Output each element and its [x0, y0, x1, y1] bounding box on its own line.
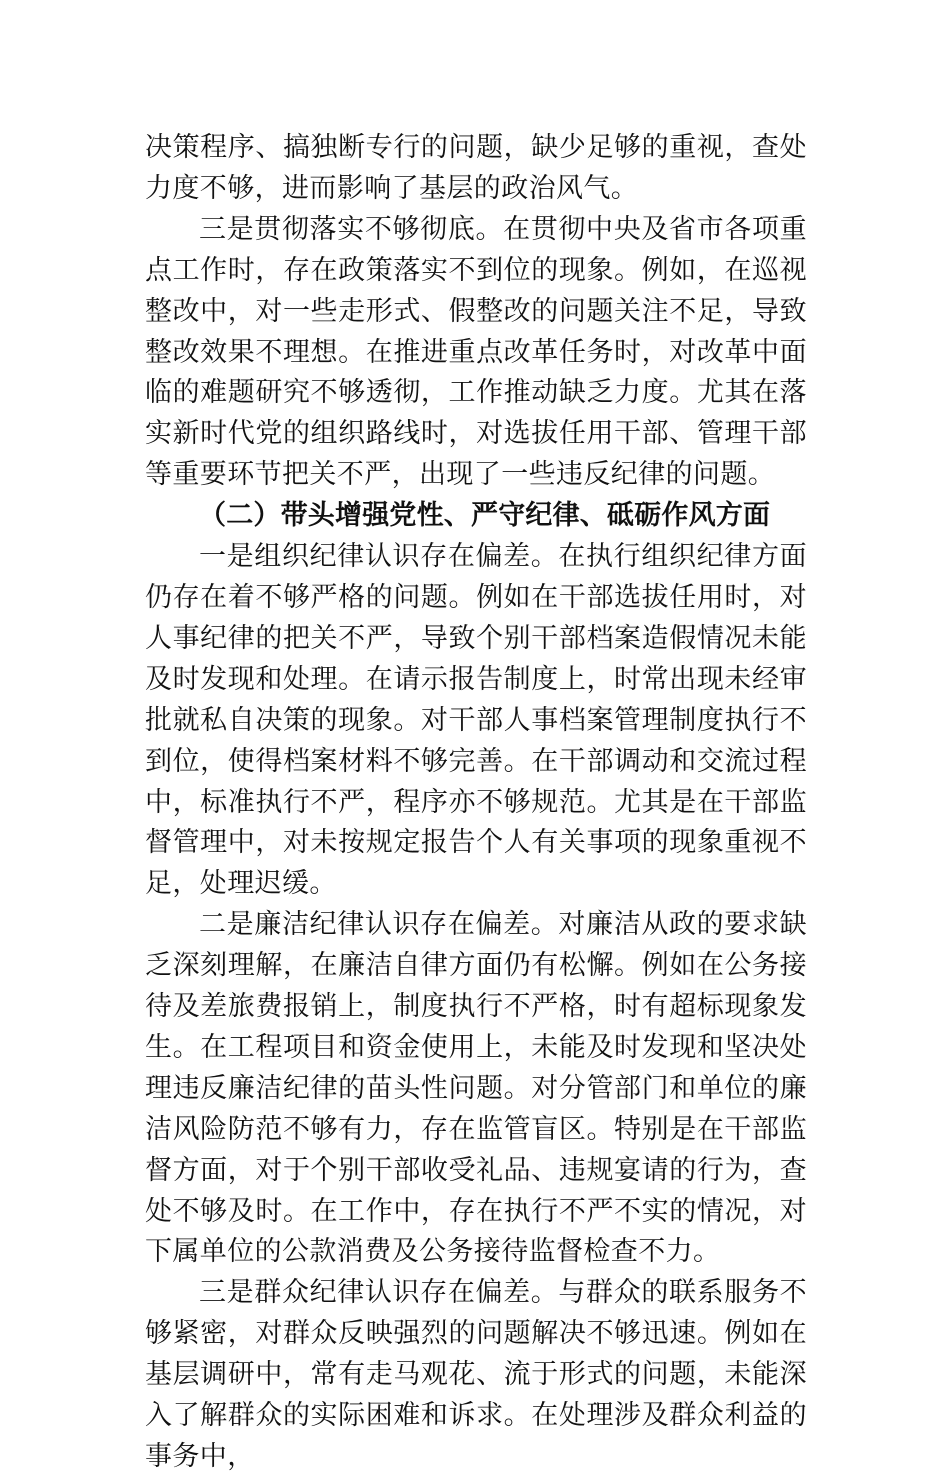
- document-body: [145, 128, 807, 1478]
- section-heading: （二）带头增强党性、严守纪律、砥砺作风方面: [199, 500, 771, 532]
- paragraph-implementation: 三是贯彻落实不够彻底。在贯彻中央及省市各项重点工作时，存在政策落实不到位的现象。例如，在巡视整改中，对一些走形式、假整改的问题关注不足，导致整改效果不理想。在推进重点改革任务时，对改革中面临的难题研究不够透彻，工作推动缺乏力度。尤其在落实新时代党的组织路线时，对选拔任用干部、管理干部等重要环节把关不严，出现了一些违反纪律的问题。: [145, 213, 807, 491]
- paragraph-integrity-discipline: 二是廉洁纪律认识存在偏差。对廉洁从政的要求缺乏深刻理解，在廉洁自律方面仍有松懈。例如在公务接待及差旅费报销上，制度执行不严格，时有超标现象发生。在工程项目和资金使用上，未能及时发现和坚决处理违反廉洁纪律的苗头性问题。对分管部门和单位的廉洁风险防范不够有力，存在监管盲区。特别是在干部监督方面，对于个别干部收受礼品、违规宴请的行为，查处不够及时。在工作中，存在执行不严不实的情况，对下属单位的公款消费及公务接待监督检查不力。: [145, 909, 807, 1268]
- paragraph-organization-discipline: 一是组织纪律认识存在偏差。在执行组织纪律方面仍存在着不够严格的问题。例如在干部选拔任用时，对人事纪律的把关不严，导致个别干部档案造假情况未能及时发现和处理。在请示报告制度上，时常出现未经审批就私自决策的现象。对干部人事档案管理制度执行不到位，使得档案材料不够完善。在干部调动和交流过程中，标准执行不严，程序亦不够规范。尤其是在干部监督管理中，对未按规定报告个人有关事项的现象重视不足，处理迟缓。: [145, 541, 807, 900]
- paragraph-continuation: 决策程序、搞独断专行的问题，缺少足够的重视，查处力度不够，进而影响了基层的政治风气。: [145, 132, 807, 204]
- paragraph-mass-discipline: 三是群众纪律认识存在偏差。与群众的联系服务不够紧密，对群众反映强烈的问题解决不够迅速。例如在基层调研中，常有走马观花、流于形式的问题，未能深入了解群众的实际困难和诉求。在处理涉及群众利益的事务中，: [145, 1277, 807, 1472]
